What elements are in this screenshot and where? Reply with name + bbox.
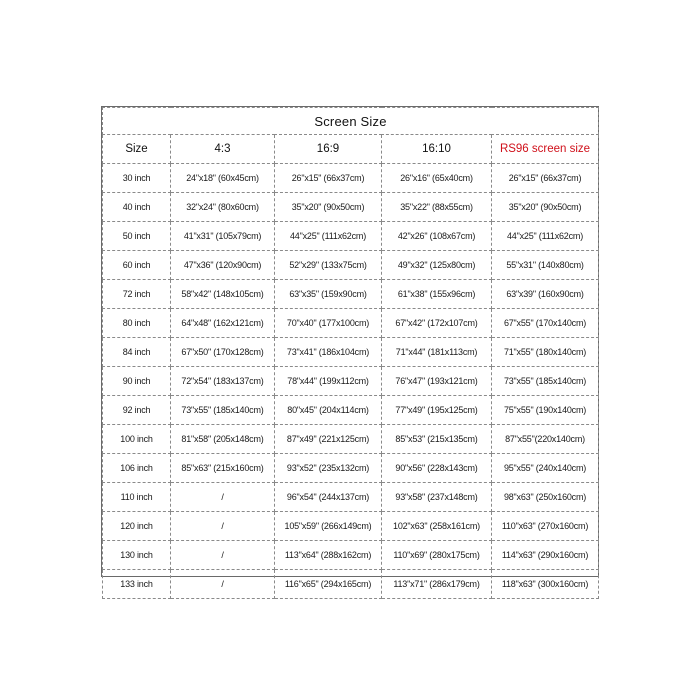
rs96-size-cell: 87"x55"(220x140cm) (492, 425, 599, 454)
ratio-4-3-cell: / (171, 512, 275, 541)
ratio-4-3-cell: / (171, 541, 275, 570)
ratio-4-3-cell: 72"x54" (183x137cm) (171, 367, 275, 396)
screen-size-table-container (101, 106, 599, 589)
rs96-size-cell: 110"x63" (270x160cm) (492, 512, 599, 541)
table-row (103, 483, 599, 512)
screen-size-table (102, 107, 599, 599)
size-cell: 110 inch (103, 483, 171, 512)
rs96-size-cell: 118"x63" (300x160cm) (492, 570, 599, 599)
header-row (103, 135, 599, 164)
ratio-16-10-cell: 42"x26" (108x67cm) (382, 222, 492, 251)
size-cell: 80 inch (103, 309, 171, 338)
ratio-16-9-cell: 105"x59" (266x149cm) (275, 512, 382, 541)
ratio-16-10-cell: 90"x56" (228x143cm) (382, 454, 492, 483)
table-row (103, 541, 599, 570)
size-cell: 50 inch (103, 222, 171, 251)
rs96-size-cell: 73"x55" (185x140cm) (492, 367, 599, 396)
size-cell: 120 inch (103, 512, 171, 541)
header-rs96-screen-size: RS96 screen size (492, 135, 599, 164)
rs96-size-cell: 26"x15" (66x37cm) (492, 164, 599, 193)
ratio-16-9-cell: 73"x41" (186x104cm) (275, 338, 382, 367)
ratio-16-10-cell: 67"x42" (172x107cm) (382, 309, 492, 338)
rs96-size-cell: 75"x55" (190x140cm) (492, 396, 599, 425)
ratio-16-10-cell: 49"x32" (125x80cm) (382, 251, 492, 280)
ratio-4-3-cell: 81"x58" (205x148cm) (171, 425, 275, 454)
ratio-16-10-cell: 102"x63" (258x161cm) (382, 512, 492, 541)
rs96-size-cell: 63"x39" (160x90cm) (492, 280, 599, 309)
table-body (103, 164, 599, 599)
table-row (103, 512, 599, 541)
ratio-16-10-cell: 35"x22" (88x55cm) (382, 193, 492, 222)
table-row (103, 454, 599, 483)
table-row (103, 280, 599, 309)
ratio-16-10-cell: 77"x49" (195x125cm) (382, 396, 492, 425)
ratio-16-10-cell: 71"x44" (181x113cm) (382, 338, 492, 367)
table-row (103, 193, 599, 222)
ratio-16-9-cell: 87"x49" (221x125cm) (275, 425, 382, 454)
table-row (103, 425, 599, 454)
size-cell: 130 inch (103, 541, 171, 570)
ratio-16-9-cell: 63"x35" (159x90cm) (275, 280, 382, 309)
ratio-16-10-cell: 61"x38" (155x96cm) (382, 280, 492, 309)
rs96-size-cell: 114"x63" (290x160cm) (492, 541, 599, 570)
ratio-16-10-cell: 113"x71" (286x179cm) (382, 570, 492, 599)
header-16-9: 16:9 (275, 135, 382, 164)
ratio-16-10-cell: 76"x47" (193x121cm) (382, 367, 492, 396)
ratio-4-3-cell: 64"x48" (162x121cm) (171, 309, 275, 338)
ratio-4-3-cell: 67"x50" (170x128cm) (171, 338, 275, 367)
ratio-16-9-cell: 52"x29" (133x75cm) (275, 251, 382, 280)
ratio-16-9-cell: 80"x45" (204x114cm) (275, 396, 382, 425)
ratio-16-9-cell: 93"x52" (235x132cm) (275, 454, 382, 483)
table-row (103, 222, 599, 251)
header-16-10: 16:10 (382, 135, 492, 164)
size-cell: 90 inch (103, 367, 171, 396)
size-cell: 133 inch (103, 570, 171, 599)
title-row (103, 108, 599, 135)
size-cell: 92 inch (103, 396, 171, 425)
table-row (103, 338, 599, 367)
rs96-size-cell: 98"x63" (250x160cm) (492, 483, 599, 512)
table-row (103, 570, 599, 599)
size-cell: 40 inch (103, 193, 171, 222)
rs96-size-cell: 71"x55" (180x140cm) (492, 338, 599, 367)
ratio-16-10-cell: 110"x69" (280x175cm) (382, 541, 492, 570)
ratio-4-3-cell: 41"x31" (105x79cm) (171, 222, 275, 251)
ratio-4-3-cell: 85"x63" (215x160cm) (171, 454, 275, 483)
ratio-4-3-cell: 47"x36" (120x90cm) (171, 251, 275, 280)
ratio-16-9-cell: 44"x25" (111x62cm) (275, 222, 382, 251)
rs96-size-cell: 44"x25" (111x62cm) (492, 222, 599, 251)
table-row (103, 367, 599, 396)
ratio-4-3-cell: / (171, 483, 275, 512)
ratio-16-10-cell: 85"x53" (215x135cm) (382, 425, 492, 454)
table-row (103, 309, 599, 338)
size-cell: 72 inch (103, 280, 171, 309)
table-row (103, 396, 599, 425)
rs96-size-cell: 35"x20" (90x50cm) (492, 193, 599, 222)
table-row (103, 164, 599, 193)
header-size: Size (103, 135, 171, 164)
size-cell: 30 inch (103, 164, 171, 193)
size-cell: 106 inch (103, 454, 171, 483)
rs96-size-cell: 95"x55" (240x140cm) (492, 454, 599, 483)
size-cell: 60 inch (103, 251, 171, 280)
ratio-16-9-cell: 70"x40" (177x100cm) (275, 309, 382, 338)
ratio-4-3-cell: 73"x55" (185x140cm) (171, 396, 275, 425)
table-row (103, 251, 599, 280)
ratio-16-10-cell: 26"x16" (65x40cm) (382, 164, 492, 193)
ratio-4-3-cell: 24"x18" (60x45cm) (171, 164, 275, 193)
rs96-size-cell: 67"x55" (170x140cm) (492, 309, 599, 338)
ratio-16-9-cell: 96"x54" (244x137cm) (275, 483, 382, 512)
ratio-4-3-cell: / (171, 570, 275, 599)
ratio-16-10-cell: 93"x58" (237x148cm) (382, 483, 492, 512)
ratio-16-9-cell: 113"x64" (288x162cm) (275, 541, 382, 570)
header-4-3: 4:3 (171, 135, 275, 164)
ratio-16-9-cell: 26"x15" (66x37cm) (275, 164, 382, 193)
size-cell: 100 inch (103, 425, 171, 454)
ratio-4-3-cell: 58"x42" (148x105cm) (171, 280, 275, 309)
rs96-size-cell: 55"x31" (140x80cm) (492, 251, 599, 280)
size-cell: 84 inch (103, 338, 171, 367)
table-title: Screen Size (103, 108, 599, 135)
ratio-16-9-cell: 116"x65" (294x165cm) (275, 570, 382, 599)
ratio-4-3-cell: 32"x24" (80x60cm) (171, 193, 275, 222)
ratio-16-9-cell: 78"x44" (199x112cm) (275, 367, 382, 396)
ratio-16-9-cell: 35"x20" (90x50cm) (275, 193, 382, 222)
